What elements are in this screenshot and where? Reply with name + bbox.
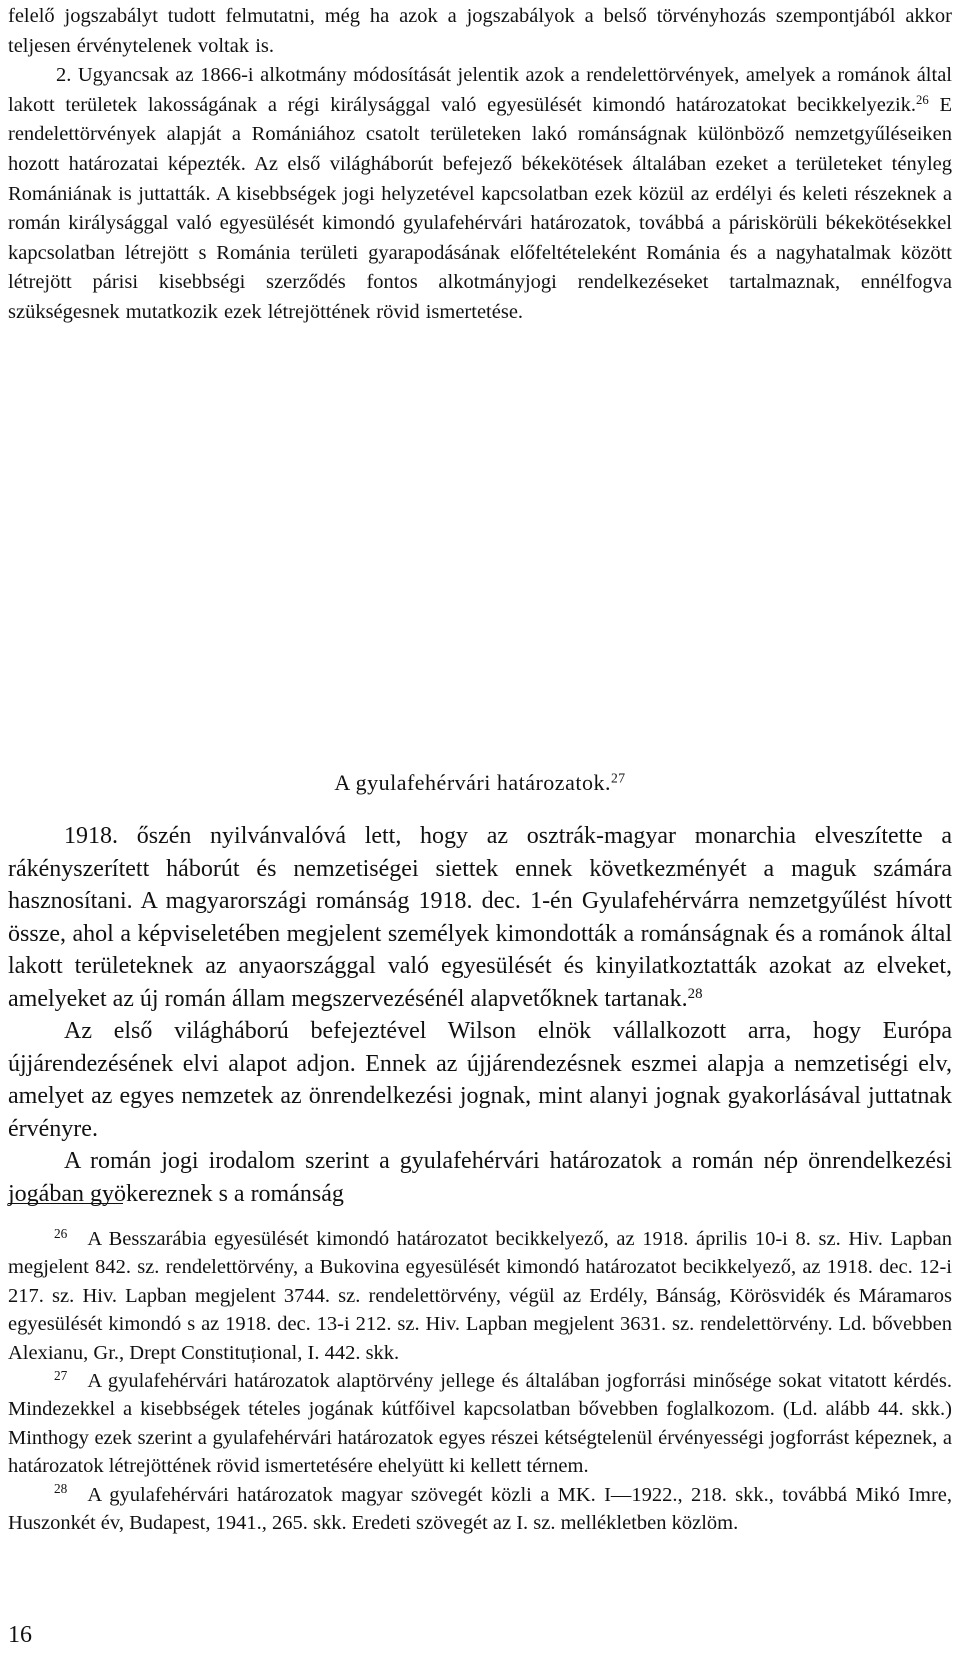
- footnote-ref-26[interactable]: 26: [916, 92, 929, 107]
- footnote-ref-27[interactable]: 27: [610, 770, 626, 786]
- main-paragraph-3-text: A román jogi irodalom szerint a gyulafehérvári határozatok a román nép önrendelkezési jogában gyökereznek s a románság: [8, 1148, 952, 1207]
- main-paragraph-1-text: 1918. őszén nyilvánvalóvá lett, hogy az osztrák-magyar monarchia elveszítette a rákényszerített háborút és nemzetiségei siettek ennek következményét a maguk számára hasznosítani. A magyarországi románság 1918. dec. 1-én Gyulafehérvárra nemzetgyűlést hívott össze, ahol a képviseletében megjelent személyek kimondották a románságnak és a románok által lakott területeknek az anyaországgal való egyesülését és kinyilatkoztatták azokat az elveket, amelyeket az új román állam megszervezésénél alapvetőknek tartanak.: [8, 823, 952, 1012]
- main-paragraph-1: [8, 820, 952, 1015]
- paragraph-2: [8, 61, 952, 327]
- main-paragraph-3: [8, 1145, 952, 1210]
- page-number: 16: [8, 1622, 32, 1648]
- footnote-28: [8, 1481, 952, 1538]
- main-body-text: [8, 820, 952, 1210]
- footnote-number-27: 27: [54, 1367, 68, 1383]
- paragraph-2-text-continued: E rendelettörvények alapját a Romániához csatolt területeken lakó románságnak különböző nemzetgyűléseiken hozott határozatai képezték. Az első világháborút befejező békekötések általában ezeket a területeket tényleg Romániának is juttatták. A kisebbségek jogi helyzetével kapcsolatban ezek közül az erdélyi és keleti részeknek a román királysággal való egyesülését kimondó gyulafehérvári határozatok, továbbá a páriskörüli békekötésekkel kapcsolatban létrejött s Románia területi gyarapodásának előfeltételeként Románia és a nagyhatalmak között létrejött párisi kisebbségi szerződés fontos alkotmányjogi rendelkezéseket tartalmaznak, ennélfogva szükségesnek mutatkozik ezek létrejöttének rövid ismertetése.: [8, 93, 952, 323]
- section-heading-text: A gyulafehérvári határozatok.: [334, 770, 611, 795]
- footnote-ref-28[interactable]: 28: [687, 985, 703, 1002]
- footnote-27: [8, 1367, 952, 1481]
- paragraph-2-text: 2. Ugyancsak az 1866-i alkotmány módosítását jelentik azok a rendelettörvények, amelyek a románok által lakott területek lakosságának a régi királysággal való egyesülését kimondó határozatokat becikkelyezik.: [8, 64, 952, 116]
- continued-paragraph: felelő jogszabályt tudott felmutatni, még ha azok a jogszabályok a belső törvényhozás szempontjából akkor teljesen érvénytelenek voltak is.: [8, 5, 952, 57]
- footnote-26-text: A Besszarábia egyesülését kimondó határozatot becikkelyező, az 1918. április 10-i 8. sz. Hiv. Lapban megjelent 842. sz. rendelettörvény, a Bukovina egyesülését kimondó határozatot becikkelyező, az 1918. dec. 12-i 217. sz. Hiv. Lapban megjelent 3744. sz. rendelettörvény, végül az Erdély, Bánság, Körösvidék és Máramaros egyesülését kimondó s az 1918. dec. 13-i 212. sz. Hiv. Lapban megjelent 3631. sz. rendelettörvény. Ld. bővebben Alexianu, Gr., Drept Constituțional, I. 442. skk.: [8, 1228, 952, 1364]
- footnote-number-26: 26: [54, 1225, 68, 1241]
- upper-body-text: [8, 2, 952, 328]
- main-paragraph-2-text: Az első világháború befejeztével Wilson elnök vállalkozott arra, hogy Európa újjárendezésének elvi alapot adjon. Ennek az újjárendezésnek eszmei alapja a nemzetiségi elv, amelyet az egyes nemzetek az önrendelkezési jognak, mint alanyi jognak gyakorlásával juttatnak érvényre.: [8, 1018, 952, 1142]
- footnotes: [8, 1225, 952, 1537]
- footnote-number-28: 28: [54, 1481, 68, 1497]
- footnote-27-text: A gyulafehérvári határozatok alaptörvény jellege és általában jogforrási minősége sokat vitatott kérdés. Mindezekkel a kisebbségek tételes jogának kútfőivel kapcsolatban bővebben foglalkozom. (Ld. alább 44. skk.) Minthogy ezek szerint a gyulafehérvári határozatok egyes részei kétségtelenül érvényességi jogforrást képeznek, a határozatok létrejöttének rövid ismertetésére ehelyütt ki kellett térnem.: [8, 1370, 952, 1478]
- footnote-separator: [8, 1203, 123, 1204]
- main-paragraph-2: [8, 1015, 952, 1145]
- section-heading: [0, 770, 960, 796]
- footnote-26: [8, 1225, 952, 1367]
- footnote-28-text: A gyulafehérvári határozatok magyar szövegét közli a MK. I—1922., 218. skk., továbbá Mikó Imre, Huszonkét év, Budapest, 1941., 265. skk. Eredeti szövegét az I. sz. mellékletben közlöm.: [8, 1483, 952, 1535]
